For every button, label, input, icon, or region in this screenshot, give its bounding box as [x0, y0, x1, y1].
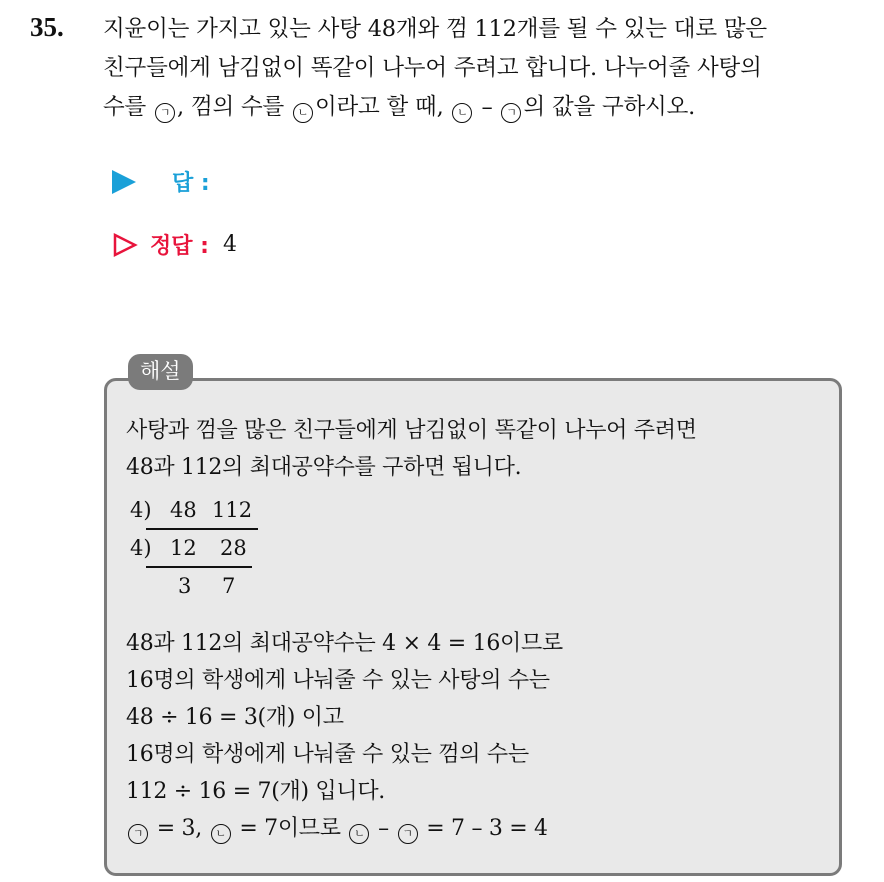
- circled-giyeok-icon: ㄱ: [398, 824, 418, 844]
- solution-line-8: [126, 810, 831, 847]
- division-value: 112: [212, 498, 253, 522]
- question-text-part: 수를: [103, 94, 147, 120]
- play-triangle-icon: [112, 170, 136, 194]
- solution-line-2: 48과 112의 최대공약수를 구하면 됩니다.: [126, 455, 522, 480]
- division-quotient: 3: [178, 574, 192, 598]
- circled-nieun-icon: ㄴ: [211, 824, 231, 844]
- solution-body: [126, 625, 831, 847]
- circled-giyeok-icon: ㄱ: [155, 103, 175, 123]
- question-line-1: 지윤이는 가지고 있는 사탕 48개와 껌 112개를 될 수 있는 대로 많은: [103, 16, 767, 42]
- question-line-2: 친구들에게 남김없이 똑같이 나누어 주려고 합니다. 나누어줄 사탕의: [103, 55, 762, 81]
- question-text: [103, 10, 873, 127]
- division-divisor: 4): [130, 536, 152, 560]
- question-text-part: 의 값을 구하시오.: [523, 94, 696, 120]
- solution-line-4: 16명의 학생에게 나눠줄 수 있는 사탕의 수는: [126, 668, 550, 693]
- correct-answer-row: [112, 229, 237, 260]
- outline-triangle-icon: [112, 232, 138, 258]
- division-quotient: 7: [222, 574, 236, 598]
- minus-sign: –: [481, 94, 493, 120]
- division-divisor: 4): [130, 498, 152, 522]
- circled-giyeok-icon: ㄱ: [501, 103, 521, 123]
- division-value: 48: [170, 498, 197, 522]
- question-line-3: [103, 88, 873, 127]
- solution-intro: [126, 412, 831, 486]
- solution-line-6: 16명의 학생에게 나눠줄 수 있는 껌의 수는: [126, 742, 529, 767]
- division-line: [146, 528, 258, 530]
- division-value: 12: [170, 536, 197, 560]
- solution-line-5: 48 ÷ 16 = 3(개) 이고: [126, 705, 344, 730]
- solution-tag: 해설: [128, 354, 193, 390]
- solution-text-part: = 7이므로: [239, 816, 341, 841]
- correct-answer-value: 4: [222, 232, 237, 257]
- solution-text-part: = 7 – 3 = 4: [426, 816, 548, 841]
- correct-answer-label: 정답 :: [150, 234, 209, 259]
- circled-giyeok-icon: ㄱ: [128, 824, 148, 844]
- solution-line-7: 112 ÷ 16 = 7(개) 입니다.: [126, 779, 385, 804]
- answer-row: [112, 166, 210, 197]
- division-value: 28: [220, 536, 247, 560]
- solution-text-part: = 3,: [156, 816, 202, 841]
- minus-sign: –: [378, 816, 389, 841]
- circled-nieun-icon: ㄴ: [349, 824, 369, 844]
- answer-label: 답 :: [172, 171, 210, 196]
- solution-line-3: 48과 112의 최대공약수는 4 × 4 = 16이므로: [126, 631, 563, 656]
- solution-line-1: 사탕과 껌을 많은 친구들에게 남김없이 똑같이 나누어 주려면: [126, 418, 697, 443]
- question-number: 35.: [30, 12, 64, 42]
- circled-nieun-icon: ㄴ: [293, 103, 313, 123]
- division-line: [146, 566, 252, 568]
- division-ladder: [128, 498, 268, 608]
- circled-nieun-icon: ㄴ: [452, 103, 472, 123]
- question-text-part: , 껌의 수를: [177, 94, 285, 120]
- question-text-part: 이라고 할 때,: [314, 94, 444, 120]
